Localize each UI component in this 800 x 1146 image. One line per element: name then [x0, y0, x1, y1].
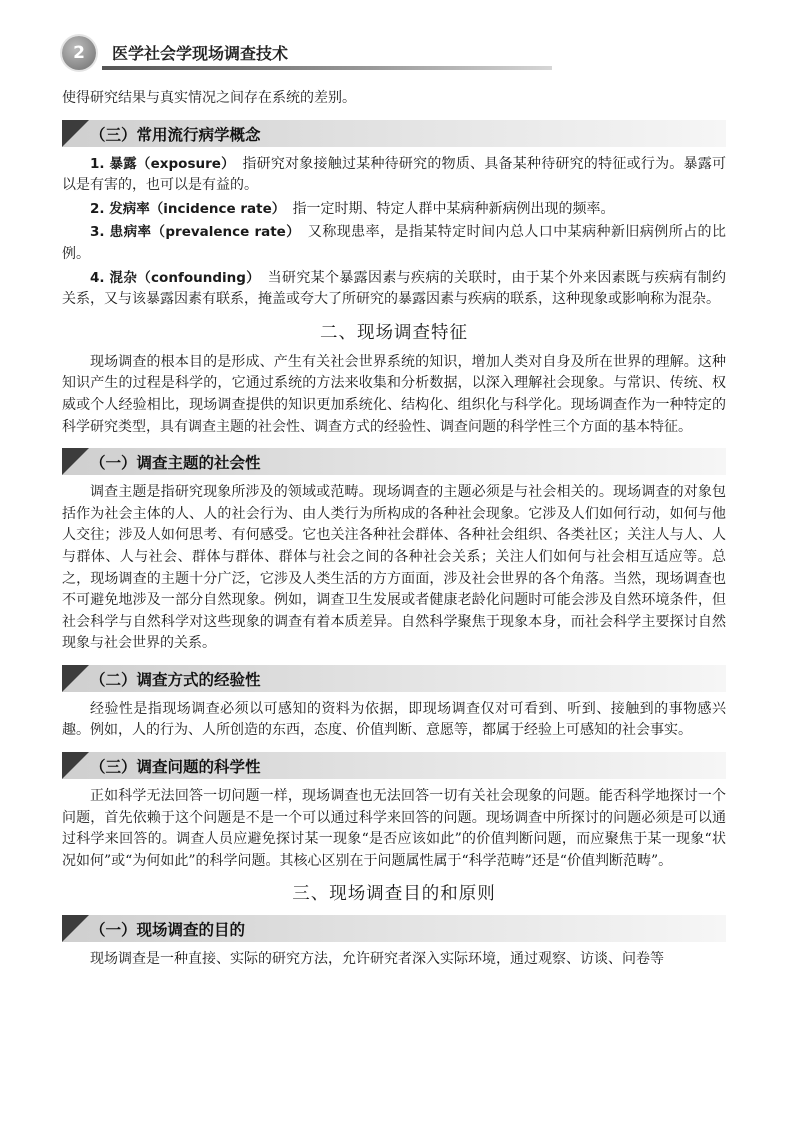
section-heading-social: （一）调查主题的社会性 [62, 448, 726, 475]
features-paragraph: 现场调查的根本目的是形成、产生有关社会世界系统的知识，增加人类对自身及所在世界的理解。这种知识产生的过程是科学的，它通过系统的方法来收集和分析数据，以深入理解社会现象。与常识、传统、权威或个人经验相比，现场调查提供的知识更加系统化、结构化、组织化与科学化。现场调查作为一种特定的科学研究类型，具有调查主题的社会性、调查方式的经验性、调查问题的科学性三个方面的基本特征。 [62, 353, 726, 435]
section-heading-empirical: （二）调查方式的经验性 [62, 665, 726, 692]
definition-prevalence: 3. 患病率（prevalence rate） 又称现患率，是指某特定时间内总人口中某病种新旧病例所占的比例。 [62, 224, 726, 262]
scientific-paragraph: 正如科学无法回答一切问题一样，现场调查也无法回答一切有关社会现象的问题。能否科学地探讨一个问题，首先依赖于这个问题是不是一个可以通过科学来回答的问题。现场调查中所探讨的问题必须是可以通过科学来回答的。调查人员应避免探讨某一现象“是否应该如此”的价值判断问题，而应聚焦于某一现象“状况如何”或“为何如此”的科学问题。其核心区别在于问题属性属于“科学范畴”还是“价值判断范畴”。 [62, 788, 726, 869]
header-rule [102, 66, 552, 70]
page-header [62, 36, 562, 72]
chapter-heading-purpose-principles: 三、现场调查目的和原则 [292, 884, 496, 905]
page-body [62, 88, 726, 973]
heading-corner-decoration [62, 752, 89, 779]
purpose-paragraph: 现场调查是一种直接、实际的研究方法，允许研究者深入实际环境，通过观察、访谈、问卷等 [90, 951, 664, 968]
chapter-heading-features: 二、现场调查特征 [320, 322, 468, 343]
page-number-badge: 2 [62, 36, 96, 70]
section-heading-purpose: （一）现场调查的目的 [62, 915, 726, 942]
section-heading-scientific: （三）调查问题的科学性 [62, 752, 726, 779]
definition-exposure: 1. 暴露（exposure） 指研究对象接触过某种待研究的物质、具备某种待研究的特征或行为。暴露可以是有害的，也可以是有益的。 [62, 155, 726, 194]
social-paragraph: 调查主题是指研究现象所涉及的领域或范畴。现场调查的主题必须是与社会相关的。现场调查的对象包括作为社会主体的人、人的社会行为、由人类行为所构成的各种社会现象。它涉及人们如何行动，如何与他人交往；涉及人如何思考、有何感受。它也关注各种社会群体、各种社会组织、各类社区；关注人与人、人与群体、人与社会、群体与群体、群体与社会之间的各种社会关系；关注人们如何与社会相互适应等。总之，现场调查的主题十分广泛，它涉及人类生活的方方面面，涉及社会世界的各个角落。当然，现场调查也不可避免地涉及一部分自然现象。例如，调查卫生发展或者健康老龄化问题时可能会涉及自然环境条件，但社会科学与自然科学对这些现象的调查有着本质差异。自然科学聚焦于现象本身，而社会科学主要探讨自然现象与社会世界的关系。 [62, 484, 726, 652]
section-heading-epi-concepts: （三）常用流行病学概念 [62, 120, 726, 147]
heading-corner-decoration [62, 665, 89, 692]
heading-corner-decoration [62, 448, 89, 475]
running-title: 医学社会学现场调查技术 [112, 44, 289, 63]
empirical-paragraph: 经验性是指现场调查必须以可感知的资料为依据，即现场调查仅对可看到、听到、接触到的事物感兴趣。例如，人的行为、人所创造的东西，态度、价值判断、意愿等，都属于经验上可感知的社会事实。 [62, 700, 726, 739]
heading-corner-decoration [62, 120, 89, 147]
definition-incidence: 2. 发病率（incidence rate） 指一定时期、特定人群中某病种新病例出现的频率。 [90, 200, 615, 217]
heading-corner-decoration [62, 915, 89, 942]
intro-line: 使得研究结果与真实情况之间存在系统的差别。 [62, 90, 356, 106]
definition-confounding: 4. 混杂（confounding） 当研究某个暴露因素与疾病的关联时，由于某个外来因素既与疾病有制约关系，又与该暴露因素有联系，掩盖或夸大了所研究的暴露因素与疾病的联系，这种现象或影响称为混杂。 [62, 269, 727, 308]
